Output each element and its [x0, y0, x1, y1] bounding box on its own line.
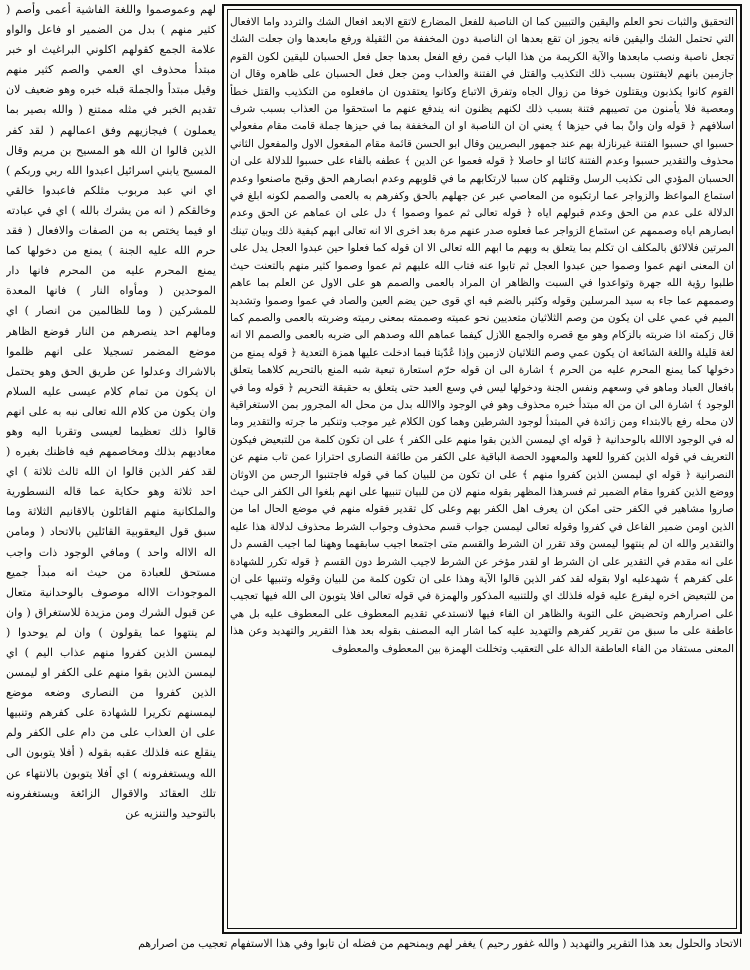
bottom-line	[6, 936, 742, 968]
commentary-text	[230, 14, 734, 926]
tafsir-paragraph: لهم وعموصموا واللغة الفاشية أعمى وأصم ( كثير منهم ) بدل من الضمير او فاعل والواو علامة الجمع كقولهم اكلوني البراغيث او خبر مبتدأ محذوف اي العمي والصم كثير منهم وقيل مبتدأ والجملة قبله خبره وهو ضعيف لان تقديم الخبر في مثله ممتنع ( والله بصير بما يعملون ) فيجازيهم وفق اعمالهم ( لقد كفر الذين قالوا ان الله هو المسيح بن مريم وقال المسيح يابني اسرائيل اعبدوا الله ربي وربكم ) اي اني عبد مربوب مثلكم فاعبدوا خالقي وخالقكم ( انه من يشرك بالله ) اي في عبادته او فيما يختص به من الصفات والافعال ( فقد حرم الله عليه الجنة ) يمنع من دخولها كما يمنع المحرم عليه من المحرم فانها دار الموحدين ( ومأواه النار ) فانها المعدة للمشركين ( وما للظالمين من انصار ) اي ومالهم احد ينصرهم من النار فوضع الظاهر موضع المضمر تسجيلا على انهم ظلموا بالاشراك وعدلوا عن طريق الحق وهو يحتمل ان يكون من تمام كلام عيسى عليه السلام وان يكون من كلام الله تعالى نبه به على انهم قالوا ذلك تعظيما لعيسى وتقربا اليه وهو معاديهم بذلك ومخاصمهم فيه فاظنك بغيره ( لقد كفر الذين قالوا ان الله ثالث ثلاثة ) اي احد ثلاثة وهو حكاية عما قاله النسطورية والملكانية منهم القائلون بالاقانيم الثلاثة وما سبق قول اليعقوبية القائلين بالاتحاد ( ومامن اله الااله واحد ) ومافي الوجود ذات واجب مستحق للعبادة من حيث انه مبدأ جميع الموجودات الااله موصوف بالوحدانية متعال عن قبول الشرك ومن مزيدة للاستغراق ( وان لم ينتهوا عما يقولون ) وان لم يوحدوا ( ليمسن الذين كفروا منهم عذاب اليم ) اي ليمسن الذين بقوا منهم على الكفر او ليمسن الذين كفروا من النصارى وضعه موضع ليمسنهم تكريرا للشهادة على كفرهم وتنبيها على ان العذاب على من دام على الكفر ولم ينقلع عنه فلذلك عقبه بقوله ( أفلا يتوبون الى الله ويستغفرونه ) اي أفلا يتوبون بالانتهاء عن تلك العقائد والاقوال الزائغة ويستغفرونه بالتوحيد والتنزيه عن	[6, 3, 216, 820]
commentary-paragraph: التحقيق والثبات نحو العلم واليقين والتبيين كما ان الناصبة للفعل المضارع لاتقع الابعد افعال الشك والتردد واما الافعال التي تحتمل الشك واليقين فانه يجوز ان تقع بعدها ان الناصبة دون المخففة من الثقيلة ورفع مابعدها وان جعلت الشك تجعل ناصبة ونصب مابعدها والآية الكريمة من هذا الباب فمن رفع الفعل بعدها جعل فعل الحسبان لليقين لكون القوم جازمين بانهم لايفتنون بسبب ذلك التكذيب والقتل في الفتنة والعذاب ومن جعل فعل الحسبان على ظاهره وقال ان القوم كانوا يكذبون ويقتلون خوفا من زوال الجاه وتفرق الاتباع وكانوا يعتقدون ان مافعلوه من التكذيب والقتل خطأ ومعصية فلا يأمنون من تصيبهم فتنة بسبب ذلك لكنهم يظنون انه يندفع عنهم ما استحقوا من العذاب بسبب شرف اسلافهم ﴿ قوله وان وانْ بما في حيزها ﴾ يعني ان ان الناصبة او ان المخففة بما في حيزها جملة قامت مقام مفعولي حسبوا اي حسبوا الفتنة غيرنازلة بهم عند جمهور البصريين وقال ابو الحسن قائمة مقام المفعول الاول والمفعول الثاني محذوف والتقدير حسبوا وعدم الفتنة كائنا او حاصلا ﴿ قوله فعموا عن الدين ﴾ عطفه بالفاء على حسبوا للدلالة على ان الحسبان المؤدي الى تكذيب الرسل وقتلهم كان سببا لارتكابهم ما في قلوبهم وعدم ابصارهم الحق وقبح ماصنعوا وعدم استماع المواعظ والزواجر عما ارتكبوه من المعاصي عبر عن جهلهم بالحق وكفرهم به بالعمى والصمم لكونه ابلغ في الدلالة على عدم من الحق وعدم قبولهم اياه ﴿ قوله تعالى ثم عموا وصموا ﴾ دل على ان عماهم عن الحق وعدم ابصارهم اياه وصممهم عن استماع الزواجر عما فعلوه صدر عنهم مرة بعد اخرى الا انه تعالى ابهم كيفية ذلك وبيان تينك المرتين فلالائق بالمكلف ان تكلم بما يتعلق به وبهم ما ابهم الله تعالى الا ان قوله كما فعلوا حين عبدوا العجل يدل على ان المعنى انهم عموا وصموا حين عبدوا العجل ثم تابوا عنه فتاب الله عليهم ثم عموا وصموا كثير منهم بالتعنت حيث طلبوا رؤية الله جهرة وتواعدوا في السبت والظاهر ان المراد بالعمى والصمم هو على الاول عن العلم بما عاهم وصممهم عما جاء به سيد المرسلين وقوله وكثير بالضم فيه اي قوى حين يضم العين والصاد في عموا وصموا وتشديد الميم في عمي على ان يكون من وصم الثلاثيان متعديين نحو عميته وصممته بمعنى رميته وضربته بالعمى والصمم كما قال زكمته اذا ضربته بالزكام وهو مع قصره والجمع اللازل كيفما عماهم الله وصدهم الى ضربه بالعمى والصمم الا انه لغة قليلة واللغة الشائعة ان يكون عمي وصم الثلاثيان لازمين وإذا عُدّيتا فبما ادخلت عليها همزة التعدية ﴿ قوله يمنع من دخولها كما يمنع المحرم عليه من الحرم ﴾ اشارة الى ان قوله حرّم استعارة تبعية شبه المنع بالتحريم كلاهما يتعلق بافعال العباد وماهو في وسعهم ونفس الجنة ودخولها ليس في وسع العبد حتى يتعلق به حقيقة التحريم ﴿ قوله وما في الوجود ﴾ اشارة الى ان من اله مبتدأ خبره محذوف وهو في الوجود والاالله بدل من محل اله المجرور بمن الاستغراقية لان محله رفع بالابتداء ومن زائدة في المبتدأ لوجود الشرطين وهما كون الكلام غير موجب وتنكير ما جرته والتقدير وما له في الوجود الاالله بالوحدانية ﴿ قوله اي ليمسن الذين بقوا منهم على الكفر ﴾ على ان تكون كلمة من للتبعيض فيكون التعريف في قوله الذين كفروا للعهد والمعهود الحصة الباقية على الكفر من طائفة النصارى احترازا عمن تاب منهم عن النصرانية ﴿ قوله اي ليمسن الذين كفروا منهم ﴾ على ان تكون من للبيان كما في قوله فاجتنبوا الرجس من الاوثان ووضع الذين كفروا مقام الضمير ثم فسرهذا المظهر بقوله منهم لان من للبيان تنبيها على انهم بلغوا الى الكفر الى حيث صاروا مشاهير في الكفر حتى امكن ان يعرف اهل الكفر بهم وعلى كل تقدير فقوله منهم في موضع الحال اما من الذين اومن ضمير الفاعل في كفروا وقوله تعالى ليمسن جواب قسم محذوف وجواب الشرط محذوف لدلالة هذا عليه والتقدير والله ان لم ينتهوا ليمسن وقد تقرر ان الشرط والقسم متى اجتمعا اجيب سابقهما وههنا لما اجيب القسم دل على انه مقدم في التقدير على ان الشرط او لقدر مؤخر عن الشرط لاجيب الشرط دون القسم ﴿ قوله تكرر للشهادة على كفرهم ﴾ شهدعليه اولا بقوله لقد كفر الذين قالوا الآية وهذا على ان تكون كلمة من للبيان وقوله وتنبيها على ان من للتبعيض اخره ليفرع عليه قوله فلذلك اي وللتنبيه المذكور والهمزة في قوله تعالى افلا يتوبون الى الله فيها تعجيب على اصرارهم وتحضيض على التوبة والظاهر ان الفاء فيها لانستدعي تقديم المعطوف على المعطوف عليه بل هي عاطفة على ما سبق من تقرير كفرهم والتهديد عليه كما اشار اليه المصنف بقوله بعد هذا التقرير والتهديد وعن هذا المعنى مستفاد من الفاء العاطفة الدالة على التعقيب وتخللت الهمزة بين المعطوف والمعطوف	[230, 16, 734, 655]
bottom-paragraph: الاتحاد والحلول بعد هذا التقرير والتهديد ( والله غفور رحيم ) يغفر لهم ويمنحهم من فضله ان تابوا وفي هذا الاستفهام تعجيب من اصرارهم	[138, 937, 742, 950]
commentary-box	[222, 4, 742, 934]
tafsir-column	[6, 0, 216, 938]
